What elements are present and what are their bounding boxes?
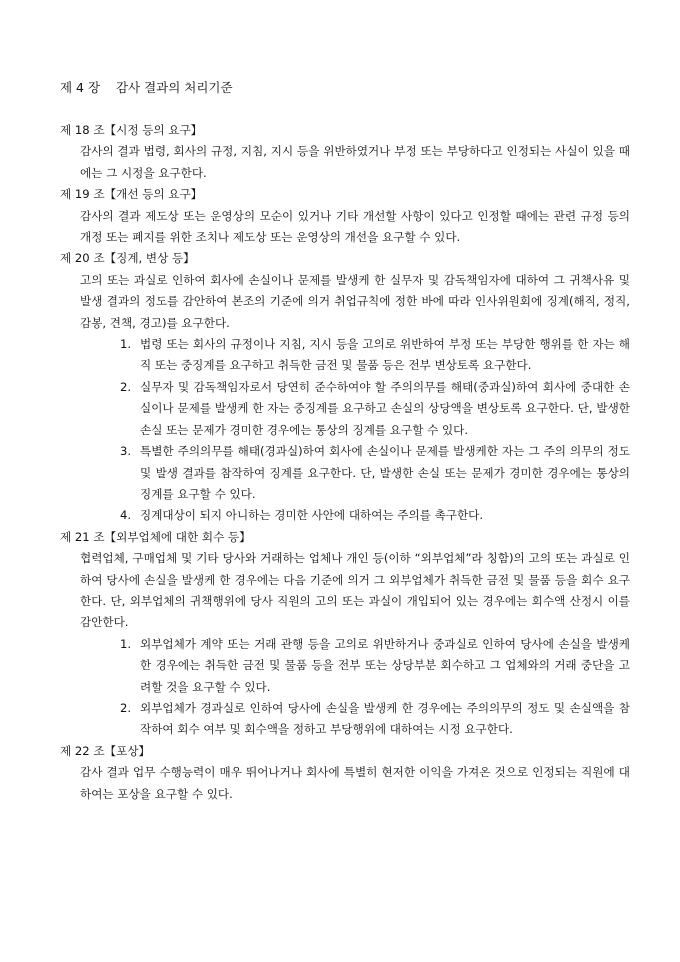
item-text: 특별한 주의의무를 해태(경과실)하여 회사에 손실이나 문제를 발생케한 자는 그 주의 의무의 정도 및 발생 결과를 참작하여 징계를 요구한다. 단, 발생한 손실 또는 문제가 경미한 경우에는 통상의 징계를 요구할 수 있다. [140,444,630,501]
item-text: 외부업체가 계약 또는 거래 관행 등을 고의로 위반하거나 중과실로 인하여 당사에 손실을 발생케 한 경우에는 취득한 금전 및 물품 등을 전부 또는 상당부분 회수하고 그 업체와의 거래 중단을 고려할 것을 요구할 수 있다. [140,636,630,694]
list-item [120,698,630,741]
chapter-title: 제 4 장 감사 결과의 처리기준 [60,80,233,95]
article [60,184,630,248]
article [60,527,630,741]
list-item [120,377,630,441]
item-number: 2. [120,700,132,715]
article-heading: 제 19 조【개선 등의 요구】 [60,187,203,202]
article-body: 감사 결과 업무 수행능력이 매우 뛰어나거나 회사에 특별히 현저한 이익을 가져온 것으로 인정되는 직원에 대하여는 포상을 요구할 수 있다. [80,765,630,801]
article-heading: 제 18 조【시정 등의 요구】 [60,123,203,137]
list-item [120,334,630,377]
article-body: 감사의 결과 제도상 또는 운영상의 모순이 있거나 기타 개선할 사항이 있다고 인정할 때에는 관련 규정 등의 개정 또는 폐지를 위한 조치나 제도상 또는 운영상의 개선을 요구할 수 있다. [80,208,630,245]
item-number: 1. [120,636,132,651]
article-body: 고의 또는 과실로 인하여 회사에 손실이나 문제를 발생케 한 실무자 및 감독책임자에 대하여 그 귀책사유 및 발생 결과의 정도를 감안하여 본조의 기준에 의거 취업규칙에 정한 바에 따라 인사위원회에 징계(해직, 정직, 감봉, 견책, 경고)를 요구한다. [80,272,630,330]
article-heading: 제 22 조【포상】 [60,743,151,758]
item-number: 2. [120,379,132,394]
item-text: 실무자 및 감독책임자로서 당연히 준수하여야 할 주의의무를 해태(중과실)하여 회사에 중대한 손실이나 문제를 발생케 한 자는 중징계를 요구하고 손실의 상당액을 변상토록 요구한다. 단, 발생한 손실 또는 문제가 경미한 경우에는 통상의 징계를 요구할 수 있다. [140,379,630,437]
article [60,741,630,805]
article-heading: 제 21 조【외부업체에 대한 회수 등】 [60,529,251,544]
article-body: 협력업체, 구매업체 및 기타 당사와 거래하는 업체나 개인 등(이하 “외부업체”라 칭함)의 고의 또는 과실로 인하여 당사에 손실을 발생케 한 경우에는 다음 기준에 의거 그 외부업체가 취득한 금전 및 물품 등을 회수 요구한다. 단, 외부업체의 귀책행위에 당사 직원의 고의 또는 과실이 개입되어 있는 경우에는 회수액 산정시 이를 감안한다. [80,551,630,630]
article-items [60,334,630,527]
article [60,120,630,184]
article [60,248,630,526]
list-item [120,505,630,526]
list-item [120,441,630,505]
item-text: 법령 또는 회사의 규정이나 지침, 지시 등을 고의로 위반하여 부정 또는 부당한 행위를 한 자는 해직 또는 중징계를 요구하고 취득한 금전 및 물품 등은 전부 변상토록 요구한다. [140,337,630,373]
list-item [120,634,630,698]
article-body: 감사의 결과 법령, 회사의 규정, 지침, 지시 등을 위반하였거나 부정 또는 부당하다고 인정되는 사실이 있을 때에는 그 시정을 요구한다. [80,144,630,180]
article-list [60,120,630,805]
item-text: 징계대상이 되지 아니하는 경미한 사안에 대하여는 주의를 촉구한다. [140,508,484,523]
item-number: 1. [120,337,132,352]
article-heading: 제 20 조【징계, 변상 등】 [60,251,195,266]
article-items [60,634,630,741]
item-number: 4. [120,508,132,523]
item-number: 3. [120,444,132,459]
item-text: 외부업체가 경과실로 인하여 당사에 손실을 발생케 한 경우에는 주의의무의 정도 및 손실액을 참작하여 회수 여부 및 회수액을 정하고 부당행위에 대하여는 시정 요구한다. [140,700,630,737]
